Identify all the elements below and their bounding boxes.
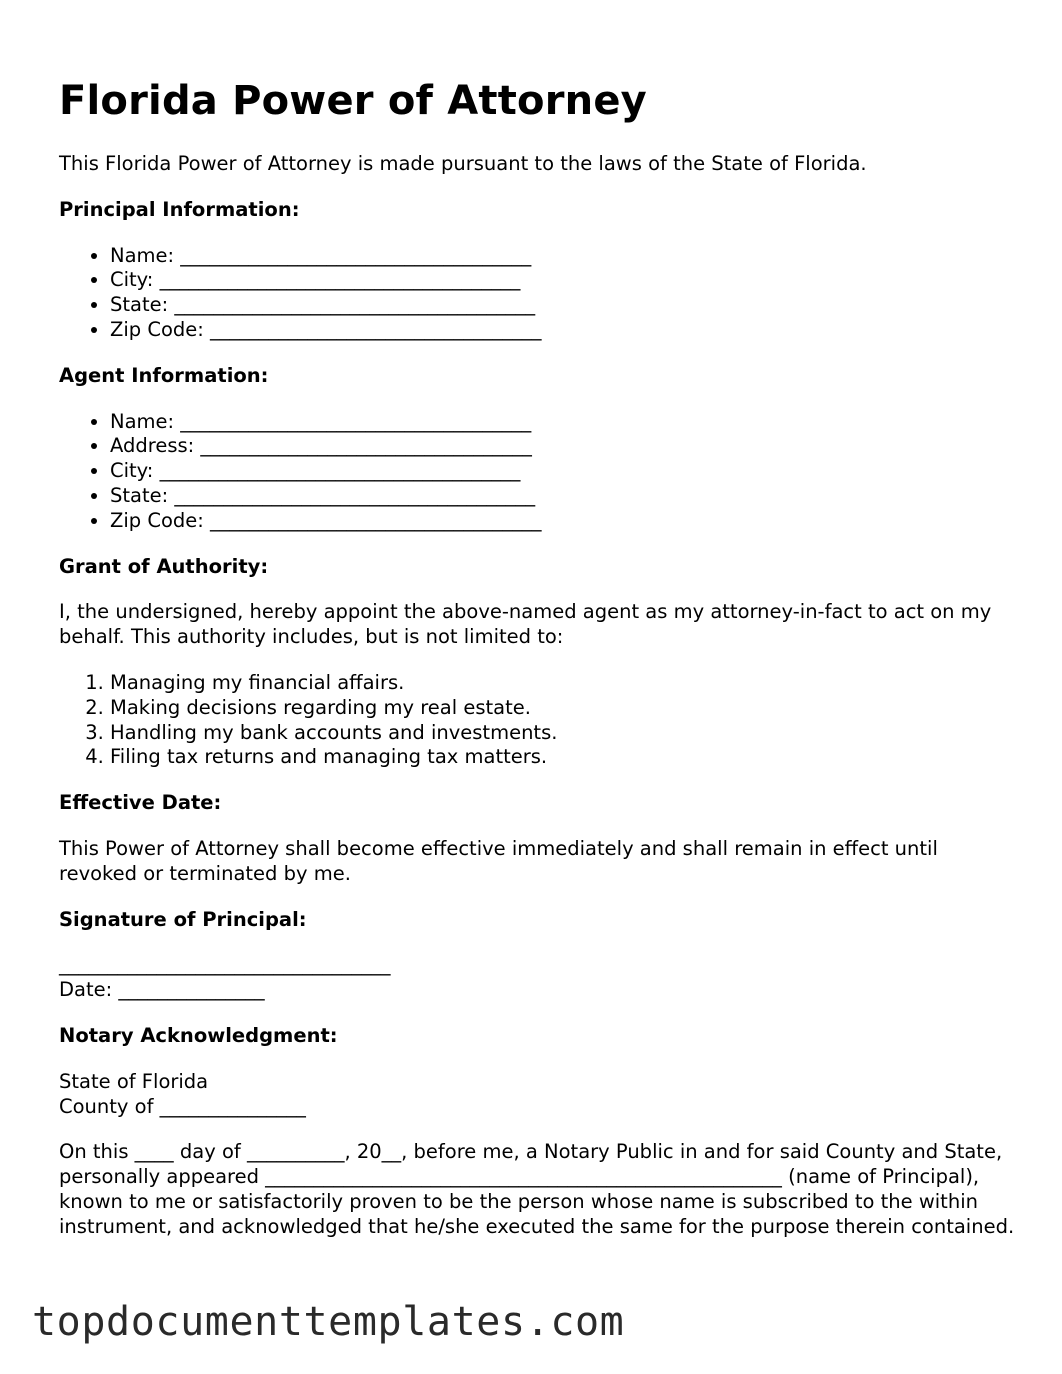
notary-state: State of Florida xyxy=(59,1069,209,1093)
grant-list xyxy=(59,671,1019,770)
grant-text: I, the undersigned, hereby appoint the above-named agent as my attorney-in-fact to act on my behalf. This authority includes, but is not limited to: xyxy=(59,600,992,649)
agent-fields xyxy=(59,410,1019,534)
grant-item: 4. Filing tax returns and managing tax matters. xyxy=(110,745,1019,770)
principal-name-field: • Name: ____________________________________ xyxy=(110,244,1019,269)
principal-heading: Principal Information: xyxy=(59,197,300,221)
signature-block xyxy=(59,953,1019,1003)
signature-heading: Signature of Principal: xyxy=(59,907,307,931)
grant-heading: Grant of Authority: xyxy=(59,554,269,578)
agent-name-field: • Name: ____________________________________ xyxy=(110,410,1019,435)
agent-address-field: • Address: __________________________________ xyxy=(110,434,1019,459)
signature-line: __________________________________ xyxy=(59,953,391,977)
agent-city-field: • City: _____________________________________ xyxy=(110,459,1019,484)
principal-zip-field: • Zip Code: __________________________________ xyxy=(110,318,1019,343)
effective-heading: Effective Date: xyxy=(59,791,222,815)
document-page xyxy=(59,72,1019,1240)
agent-heading: Agent Information: xyxy=(59,363,269,387)
grant-item: 3. Handling my bank accounts and investments. xyxy=(110,721,1019,746)
agent-state-field: • State: _____________________________________ xyxy=(110,484,1019,509)
grant-item: 1. Managing my financial affairs. xyxy=(110,671,1019,696)
notary-venue xyxy=(59,1070,1019,1120)
principal-state-field: • State: _____________________________________ xyxy=(110,293,1019,318)
signature-date: Date: _______________ xyxy=(59,978,265,1002)
page-title: Florida Power of Attorney xyxy=(59,78,647,124)
notary-county: County of _______________ xyxy=(59,1094,306,1118)
intro-text: This Florida Power of Attorney is made pursuant to the laws of the State of Florida. xyxy=(59,152,867,175)
notary-text: On this ____ day of __________, 20__, before me, a Notary Public in and for said County and State, personally appeared _____________________________________________________ (name of Principal), known to me or satisfactorily proven to be the person whose name is subscribed to the within instrument, and acknowledged that he/she executed the same for the purpose therein contained. xyxy=(59,1140,1015,1238)
effective-text: This Power of Attorney shall become effective immediately and shall remain in effect until revoked or terminated by me. xyxy=(59,836,938,885)
grant-item: 2. Making decisions regarding my real estate. xyxy=(110,696,1019,721)
notary-heading: Notary Acknowledgment: xyxy=(59,1023,338,1047)
watermark-footer: topdocumenttemplates.com xyxy=(32,1299,625,1345)
agent-zip-field: • Zip Code: __________________________________ xyxy=(110,509,1019,534)
principal-fields xyxy=(59,244,1019,343)
principal-city-field: • City: _____________________________________ xyxy=(110,268,1019,293)
